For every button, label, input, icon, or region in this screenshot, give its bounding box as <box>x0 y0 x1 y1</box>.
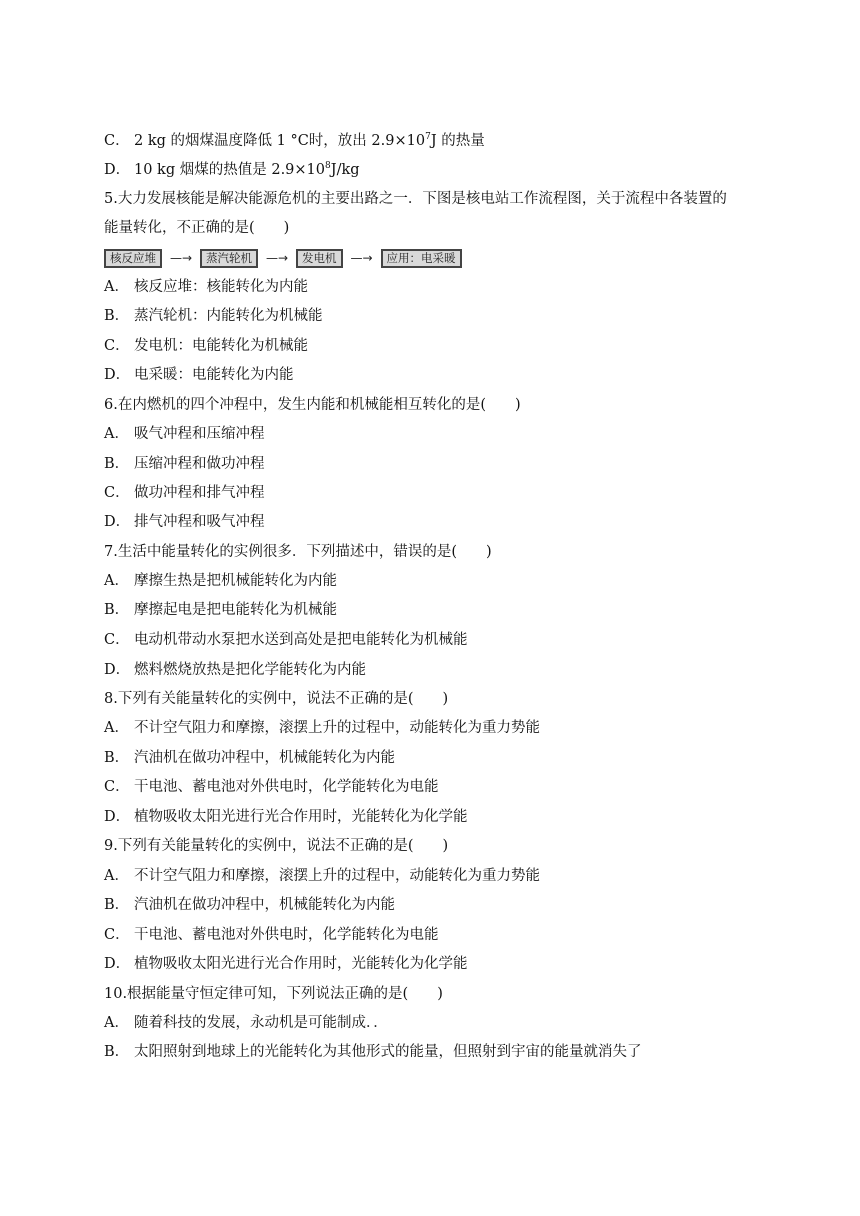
option-letter: D． <box>104 662 131 678</box>
question-8-stem: 8.下列有关能量转化的实例中，说法不正确的是( ) <box>104 691 449 707</box>
q6-option-c <box>104 483 265 503</box>
question-9-stem: 9.下列有关能量转化的实例中，说法不正确的是( ) <box>104 838 449 854</box>
option-letter: C． <box>104 133 130 149</box>
q5-option-d <box>104 365 294 385</box>
option-letter: A． <box>104 868 129 884</box>
option-letter: C． <box>104 485 130 501</box>
option-text: 10 kg 烟煤的热值是 2.9×10 <box>134 162 326 178</box>
option-letter: C． <box>104 338 130 354</box>
option-text: 蒸汽轮机：内能转化为机械能 <box>134 308 323 324</box>
option-letter: B． <box>104 1044 130 1060</box>
q6-option-b <box>104 454 265 474</box>
option-letter: D． <box>104 514 131 530</box>
option-text: 干电池、蓄电池对外供电时，化学能转化为电能 <box>134 927 439 943</box>
q8-option-b <box>104 748 395 768</box>
option-text: 太阳照射到地球上的光能转化为其他形式的能量，但照射到宇宙的能量就消失了 <box>134 1044 642 1060</box>
option-letter: C． <box>104 927 130 943</box>
option-text: 电动机带动水泵把水送到高处是把电能转化为机械能 <box>134 632 468 648</box>
arrow-icon: —→ <box>350 251 373 265</box>
option-letter: B． <box>104 897 130 913</box>
q6-option-d <box>104 512 265 532</box>
q10-option-a <box>104 1013 388 1033</box>
q10-option-b <box>104 1042 642 1062</box>
exponent: 8 <box>325 161 331 172</box>
option-text: 发电机：电能转化为机械能 <box>134 338 308 354</box>
arrow-icon: —→ <box>169 251 193 265</box>
option-text: 吸气冲程和压缩冲程 <box>134 426 265 442</box>
q9-option-c <box>104 925 439 945</box>
option-text: 随着科技的发展，永动机是可能制成．． <box>134 1015 388 1031</box>
option-text: 不计空气阻力和摩擦，滚摆上升的过程中，动能转化为重力势能 <box>134 720 540 736</box>
option-text: 做功冲程和排气冲程 <box>134 485 265 501</box>
option-text: 植物吸收太阳光进行光合作用时，光能转化为化学能 <box>134 809 468 825</box>
flow-box-turbine: 蒸汽轮机 <box>200 249 258 268</box>
q9-option-b <box>104 895 395 915</box>
option-text: 汽油机在做功冲程中，机械能转化为内能 <box>134 750 395 766</box>
option-letter: A． <box>104 426 129 442</box>
option-letter: B． <box>104 602 130 618</box>
q5-option-a <box>104 277 308 297</box>
question-5-stem: 5.大力发展核能是解决能源危机的主要出路之一．下图是核电站工作流程图，关于流程中各装置的 <box>104 191 727 207</box>
flow-box-application: 应用：电采暖 <box>381 249 462 268</box>
flow-box-reactor: 核反应堆 <box>104 249 162 268</box>
q5-option-b <box>104 306 323 326</box>
q7-option-d <box>104 660 366 680</box>
option-text: 燃料燃烧放热是把化学能转化为内能 <box>134 662 366 678</box>
q8-option-c <box>104 777 439 797</box>
option-letter: A． <box>104 720 129 736</box>
option-text: 植物吸收太阳光进行光合作用时，光能转化为化学能 <box>134 956 468 972</box>
flow-box-generator: 发电机 <box>296 249 343 268</box>
option-text: 排气冲程和吸气冲程 <box>134 514 265 530</box>
option-text: 电采暖：电能转化为内能 <box>134 367 294 383</box>
option-text: 2 kg 的烟煤温度降低 1 °C时，放出 2.9×10 <box>134 133 426 149</box>
flow-diagram <box>104 248 462 268</box>
q7-option-b <box>104 600 337 620</box>
option-text: 摩擦生热是把机械能转化为内能 <box>134 573 337 589</box>
option-letter: A． <box>104 573 129 589</box>
option-text: 干电池、蓄电池对外供电时，化学能转化为电能 <box>134 779 439 795</box>
option-letter: D． <box>104 162 131 178</box>
q6-option-a <box>104 424 265 444</box>
option-d <box>104 160 360 180</box>
q7-option-a <box>104 571 337 591</box>
option-letter: B． <box>104 750 130 766</box>
option-text: 不计空气阻力和摩擦，滚摆上升的过程中，动能转化为重力势能 <box>134 868 540 884</box>
q8-option-d <box>104 807 468 827</box>
q8-option-a <box>104 718 540 738</box>
option-letter: C． <box>104 779 130 795</box>
option-letter: B． <box>104 456 130 472</box>
option-letter: B． <box>104 308 130 324</box>
option-text: 汽油机在做功冲程中，机械能转化为内能 <box>134 897 395 913</box>
arrow-icon: —→ <box>265 251 289 265</box>
question-5-stem-cont: 能量转化，不正确的是( ) <box>104 220 290 236</box>
q5-option-c <box>104 336 308 356</box>
question-6-stem: 6.在内燃机的四个冲程中，发生内能和机械能相互转化的是( ) <box>104 397 521 413</box>
option-text: 核反应堆：核能转化为内能 <box>134 279 308 295</box>
question-10-stem: 10.根据能量守恒定律可知，下列说法正确的是( ) <box>104 986 443 1002</box>
option-letter: C． <box>104 632 130 648</box>
option-letter: D． <box>104 809 131 825</box>
question-7-stem: 7.生活中能量转化的实例很多．下列描述中，错误的是( ) <box>104 544 492 560</box>
option-text: 摩擦起电是把电能转化为机械能 <box>134 602 337 618</box>
option-text-tail: J/kg <box>330 162 360 178</box>
exponent: 7 <box>425 132 431 143</box>
option-letter: D． <box>104 956 131 972</box>
q9-option-d <box>104 954 468 974</box>
q9-option-a <box>104 866 540 886</box>
option-letter: A． <box>104 279 129 295</box>
option-text-tail: J 的热量 <box>430 133 485 149</box>
option-letter: A． <box>104 1015 129 1031</box>
option-letter: D． <box>104 367 131 383</box>
q7-option-c <box>104 630 468 650</box>
option-text: 压缩冲程和做功冲程 <box>134 456 265 472</box>
option-c <box>104 131 485 151</box>
